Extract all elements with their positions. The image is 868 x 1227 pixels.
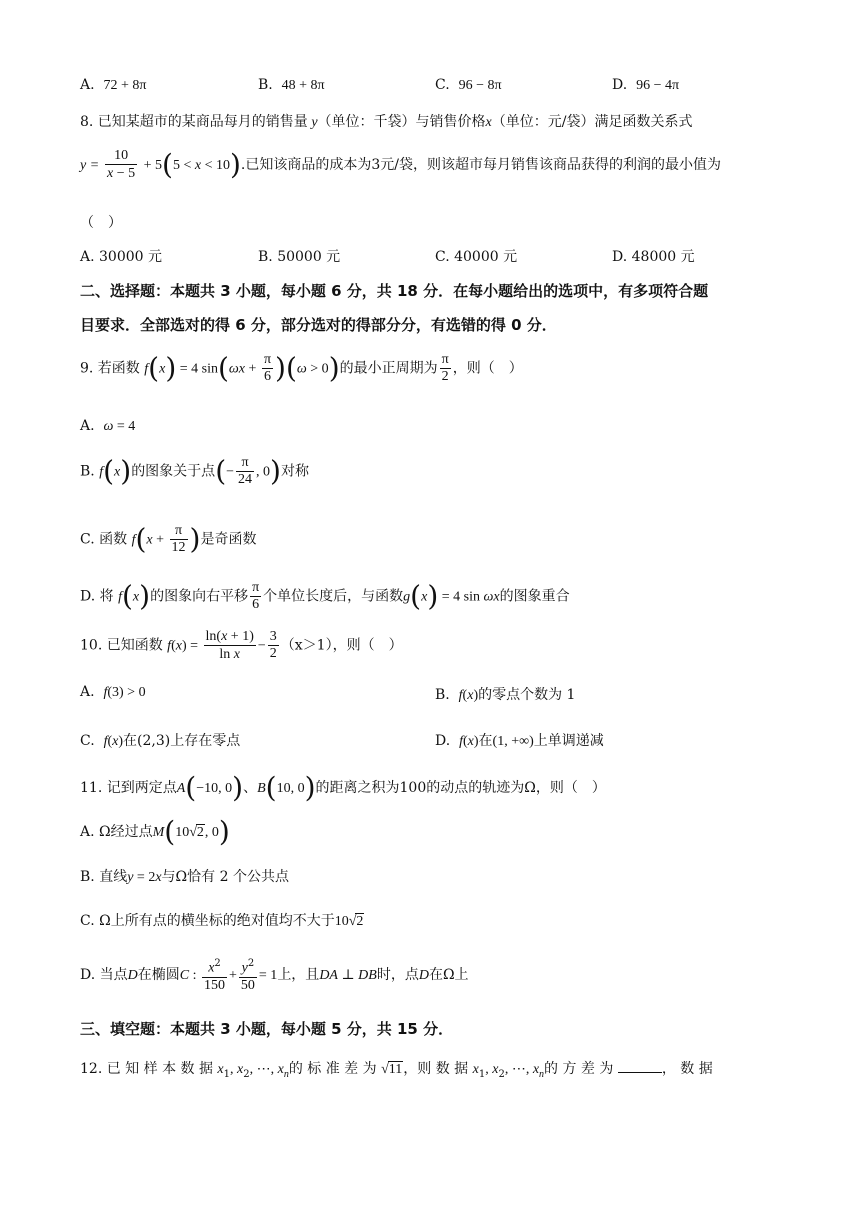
q9-option-b: B. f(x)的图象关于点(− $\frac{\pi}{24}$ , 0)对称 (80, 454, 309, 488)
q8-option-b: B. 50000 元 (258, 249, 341, 265)
q10-option-c: C. f(x)在(2,3)上存在零点 (80, 733, 241, 749)
q11-option-c: C. Ω上所有点的横坐标的绝对值均不大于10√2 (80, 913, 364, 929)
q7-option-c: C. 96 − 8π (435, 77, 502, 93)
q7-option-d: D. 96 − 4π (612, 77, 680, 93)
section3-heading: 三、填空题：本题共 3 小题，每小题 5 分，共 15 分． (80, 1020, 454, 1038)
q10-option-a: A. f(3) > 0 (80, 684, 146, 700)
q8-option-d: D. 48000 元 (612, 249, 695, 265)
q7-option-a: A. 72 + 8π (80, 77, 147, 93)
q8-option-a: A. 30000 元 (80, 249, 162, 265)
q11-option-a: A. Ω经过点M(10√2, 0) (80, 815, 230, 848)
q8-formula: y = $\frac{10}{x - 5}$ + 5(5 < x < 10).已知该商品的成本为3元/袋，则该超市每月销售该商品获得的利润的最小值为 (80, 148, 721, 181)
q9-stem: 9. 若函数 f(x) = 4 sin(ωx + $\frac{\pi}{6}$ )(ω > 0)的最小正周期为 $\frac{\pi}{2}$ ，则（ ） (80, 351, 523, 385)
q10-option-b: B. f(x)的零点个数为 1 (435, 687, 576, 703)
q7-option-b: B. 48 + 8π (258, 77, 325, 93)
q10-option-d: D. f(x)在(1, +∞)上单调递减 (435, 733, 604, 749)
q9-option-c: C. 函数 f(x + $\frac{\pi}{12}$ )是奇函数 (80, 522, 257, 556)
q8-paren: （ ） (80, 215, 122, 231)
q10-stem: 10. 已知函数 f(x) = $\frac{\ln(x + 1)}{\text{ln x}}$ − $\frac{3}{2}$ （x＞1），则（ ） (80, 629, 403, 662)
q9-option-d: D. 将 f(x)的图象向右平移 $\frac{\pi}{6}$ 个单位长度后，与函数g(x) = 4 sin ωx的图象重合 (80, 579, 570, 613)
q11-stem: 11. 记到两定点A(−10, 0)、B(10, 0)的距离之积为100的动点的轨迹为Ω，则（ ） (80, 771, 606, 804)
q11-option-b: B. 直线y = 2x与Ω恰有 2 个公共点 (80, 869, 289, 885)
q8-option-c: C. 40000 元 (435, 249, 518, 265)
q11-option-d: D. 当点D在椭圆C : $\frac{x^2}{150}$ + $\frac{y^2}{50}$ = 1上，且DA ⊥ DB时，点D在Ω上 (80, 958, 469, 993)
q8-stem: 8. 已知某超市的某商品每月的销售量 y（单位：千袋）与销售价格x（单位：元/袋）满足函数关系式 (80, 114, 693, 130)
section2-heading-line1: 二、选择题：本题共 3 小题，每小题 6 分，共 18 分．在每小题给出的选项中，有多项符合题 (80, 282, 709, 300)
q12-stem: 12. 已 知 样 本 数 据 $x_1$, $x_2$, ⋯, $x_n$的 标 准 差 为 √11，则 数 据 $x_1$, $x_2$, ⋯, $x_n$的 方 差 为 ， 数 据 (80, 1061, 713, 1080)
section2-heading-line2: 目要求．全部选对的得 6 分，部分选对的得部分分，有选错的得 0 分． (80, 316, 557, 334)
q9-option-a: A. ω = 4 (80, 418, 136, 434)
q12-answer-blank[interactable] (618, 1060, 662, 1073)
